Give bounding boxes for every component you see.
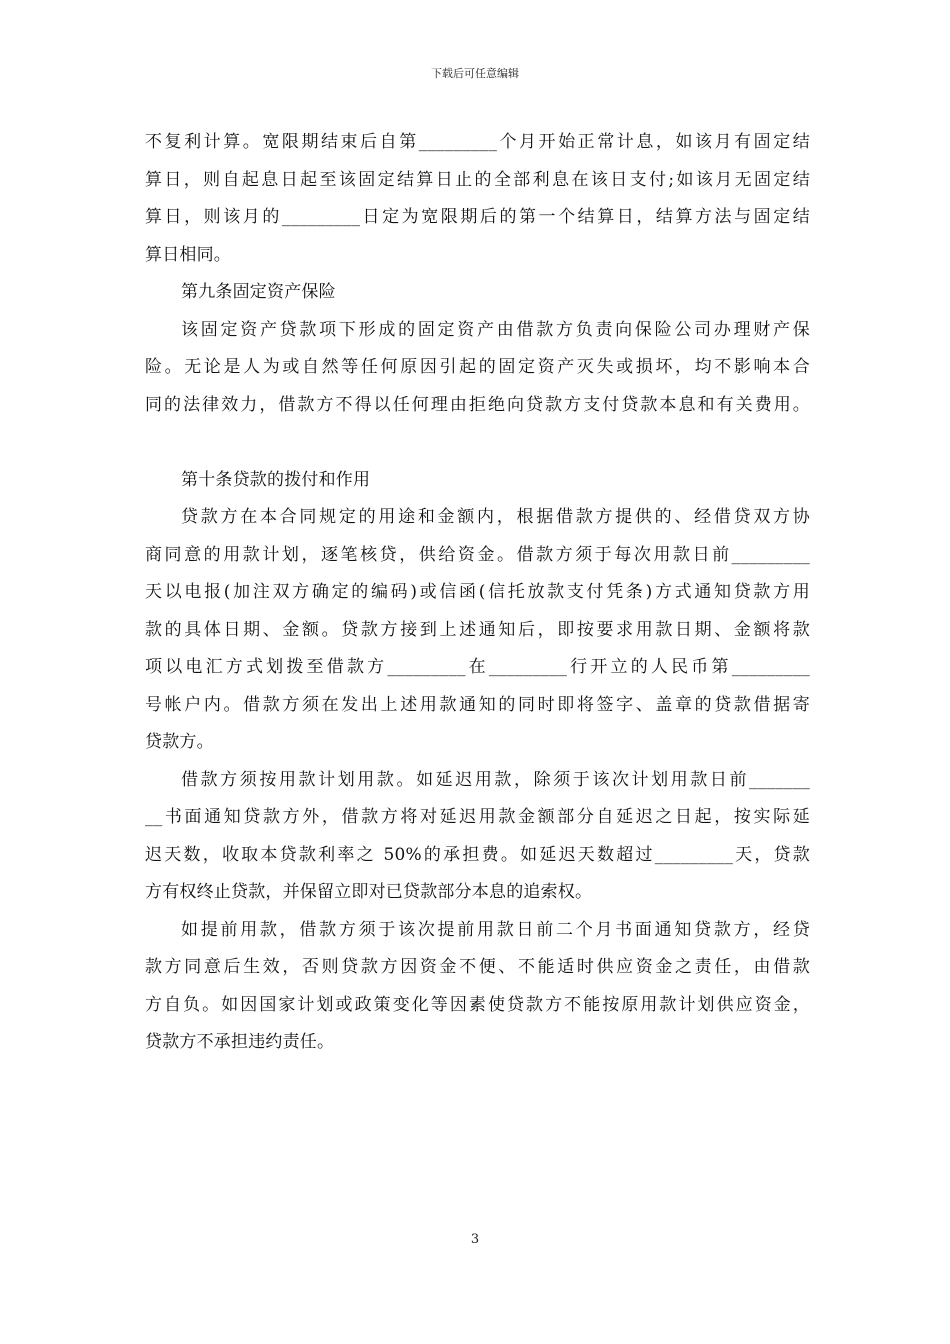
paragraph-gap bbox=[145, 424, 810, 462]
body-line: 险。无论是人为或自然等任何原因引起的固定资产灭失或损坏，均不影响本合 bbox=[145, 357, 810, 377]
body-line: 迟天数，收取本贷款利率之 50%的承担费。如延迟天数超过_________天，贷款 bbox=[145, 844, 810, 865]
page-number: 3 bbox=[470, 1232, 480, 1247]
body-line: 不复利计算。宽限期结束后自第_________个月开始正常计息，如该月有固定结 bbox=[145, 132, 810, 152]
body-line: 算日相同。 bbox=[145, 244, 231, 265]
body-line: 贷款方。 bbox=[145, 732, 214, 752]
section-heading-article-9: 第九条固定资产保险 bbox=[181, 282, 336, 302]
document-body bbox=[145, 124, 810, 1062]
body-line: 商同意的用款计划，逐笔核贷，供给资金。借款方须于每次用款日前_________ bbox=[145, 544, 810, 565]
body-line: 如提前用款，借款方须于该次提前用款日前二个月书面通知贷款方，经贷 bbox=[181, 919, 810, 940]
body-line: 款的具体日期、金额。贷款方接到上述通知后，即按要求用款日期、金额将款 bbox=[145, 619, 810, 640]
body-line: 借款方须按用款计划用款。如延迟用款，除须于该次计划用款日前_______ bbox=[181, 769, 810, 790]
body-line: 方有权终止贷款，并保留立即对已贷款部分本息的追索权。 bbox=[145, 882, 593, 902]
body-line: 贷款方不承担违约责任。 bbox=[145, 1032, 335, 1052]
body-line: 算日，则该月的_________日定为宽限期后的第一个结算日，结算方法与固定结 bbox=[145, 207, 810, 227]
body-line: 天以电报(加注双方确定的编码)或信函(信托放款支付凭条)方式通知贷款方用 bbox=[145, 582, 810, 602]
body-line: 号帐户内。借款方须在发出上述用款通知的同时即将签字、盖章的贷款借据寄 bbox=[145, 694, 810, 715]
body-line: 算日，则自起息日起至该固定结算日止的全部利息在该日支付;如该月无固定结 bbox=[145, 169, 810, 190]
body-line: 款方同意后生效，否则贷款方因资金不便、不能适时供应资金之责任，由借款 bbox=[145, 957, 810, 977]
body-line: 项以电汇方式划拨至借款方_________在_________行开立的人民币第_________ bbox=[145, 657, 810, 677]
body-line: 方自负。如因国家计划或政策变化等因素使贷款方不能按原用款计划供应资金， bbox=[145, 994, 810, 1015]
page-header: 下载后可任意编辑 bbox=[431, 67, 519, 80]
section-heading-article-10: 第十条贷款的拨付和作用 bbox=[181, 469, 371, 490]
body-line: 该固定资产贷款项下形成的固定资产由借款方负责向保险公司办理财产保 bbox=[181, 319, 810, 340]
body-line: 贷款方在本合同规定的用途和金额内，根据借款方提供的、经借贷双方协 bbox=[181, 507, 810, 527]
body-line: 同的法律效力，借款方不得以任何理由拒绝向贷款方支付贷款本息和有关费用。 bbox=[145, 394, 810, 415]
body-line: __书面通知贷款方外，借款方将对延迟用款金额部分自延迟之日起，按实际延 bbox=[145, 807, 810, 827]
